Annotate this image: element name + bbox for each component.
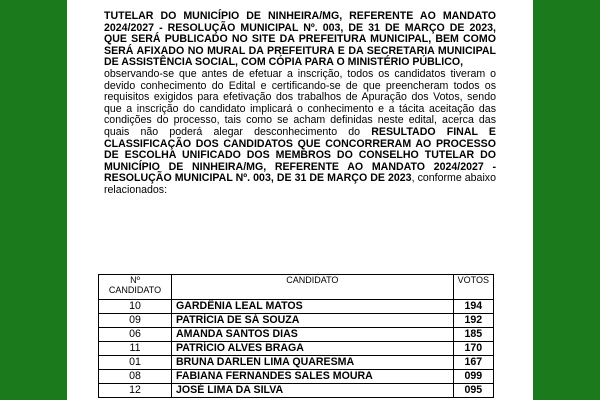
candidate-votes: 170 [453,342,493,356]
candidate-name: AMANDA SANTOS DIAS [172,328,454,342]
notice-header-paragraph: TUTELAR DO MUNICÍPIO DE NINHEIRA/MG, REFERENTE AO MANDATO 2024/2027 - RESOLUÇÃO MUNICIPAL Nº. 003, DE 31 DE MARÇO DE 2023, QUE SERÁ PUBLICADO NO SITE DA PREFEITURA MUNICIPAL, BEM COMO SERÁ AFIXADO NO MURAL DA PREFEITURA E DA SECRETARIA MUNICIPAL DE ASSISTÊNCIA SOCIAL, COM CÓPIA PARA O MINISTÉRIO PÚBLICO, [104,10,496,69]
document-page [67,0,533,400]
candidate-votes: 099 [453,370,493,384]
candidate-name: PATRÍCIA DE SÁ SOUZA [172,314,454,328]
table-row [99,300,494,314]
candidate-votes: 192 [453,314,493,328]
candidate-votes: 167 [453,356,493,370]
result-title-text: RESULTADO FINAL E CLASSIFICAÇÃO DOS CANDIDATOS QUE CONCORRERAM AO PROCESSO DE ESCOLHA UNIFICADO DOS MEMBROS DO CONSELHO TUTELAR DO MUNICÍPIO DE NINHEIRA/MG, REFERENTE AO MANDATO 2024/2027 - RESOLUÇÃO MUNICIPAL Nº. 003, DE 31 DE MARÇO DE 2023 [104,125,496,185]
candidate-number: 08 [99,370,172,384]
header-votes: VOTOS [453,275,493,300]
candidate-votes: 095 [453,384,493,398]
candidate-number: 11 [99,342,172,356]
candidate-name: FABIANA FERNANDES SALES MOURA [172,370,454,384]
table-row [99,384,494,398]
results-table [98,274,494,398]
notice-body-paragraph [104,69,496,197]
candidate-number: 06 [99,328,172,342]
table-row [99,328,494,342]
candidate-votes: 194 [453,300,493,314]
body-text: observando-se que antes de efetuar a inscrição, todos os candidatos tiveram o devido conhecimento do Edital e certificando-se de que preencheram todos os requisitos exigidos para efetivação dos trabalhos de Apuração dos Votos, sendo que a inscrição do candidato implicará o conhecimento e a tácita aceitação das condições do processo, tais como se acham definidas neste edital, acerca das quais não poderá alegar desconhecimento do [104,67,496,138]
candidate-number: 12 [99,384,172,398]
table-row [99,314,494,328]
body-closing-text: , conforme abaixo relacionados: [104,172,496,196]
candidate-number: 09 [99,314,172,328]
header-candidate-number: Nº CANDIDATO [99,275,172,300]
candidate-name: PATRÍCIO ALVES BRAGA [172,342,454,356]
candidate-number: 01 [99,356,172,370]
candidate-name: BRUNA DARLEN LIMA QUARESMA [172,356,454,370]
header-candidate-name: CANDIDATO [172,275,454,300]
candidate-name: GARDÊNIA LEAL MATOS [172,300,454,314]
right-green-border [533,0,600,400]
table-row [99,356,494,370]
candidate-votes: 185 [453,328,493,342]
left-green-border [0,0,67,400]
candidate-number: 10 [99,300,172,314]
candidate-name: JOSÉ LIMA DA SILVA [172,384,454,398]
notice-text [104,11,496,197]
table-header-row [99,275,494,300]
table-row [99,370,494,384]
table-row [99,342,494,356]
